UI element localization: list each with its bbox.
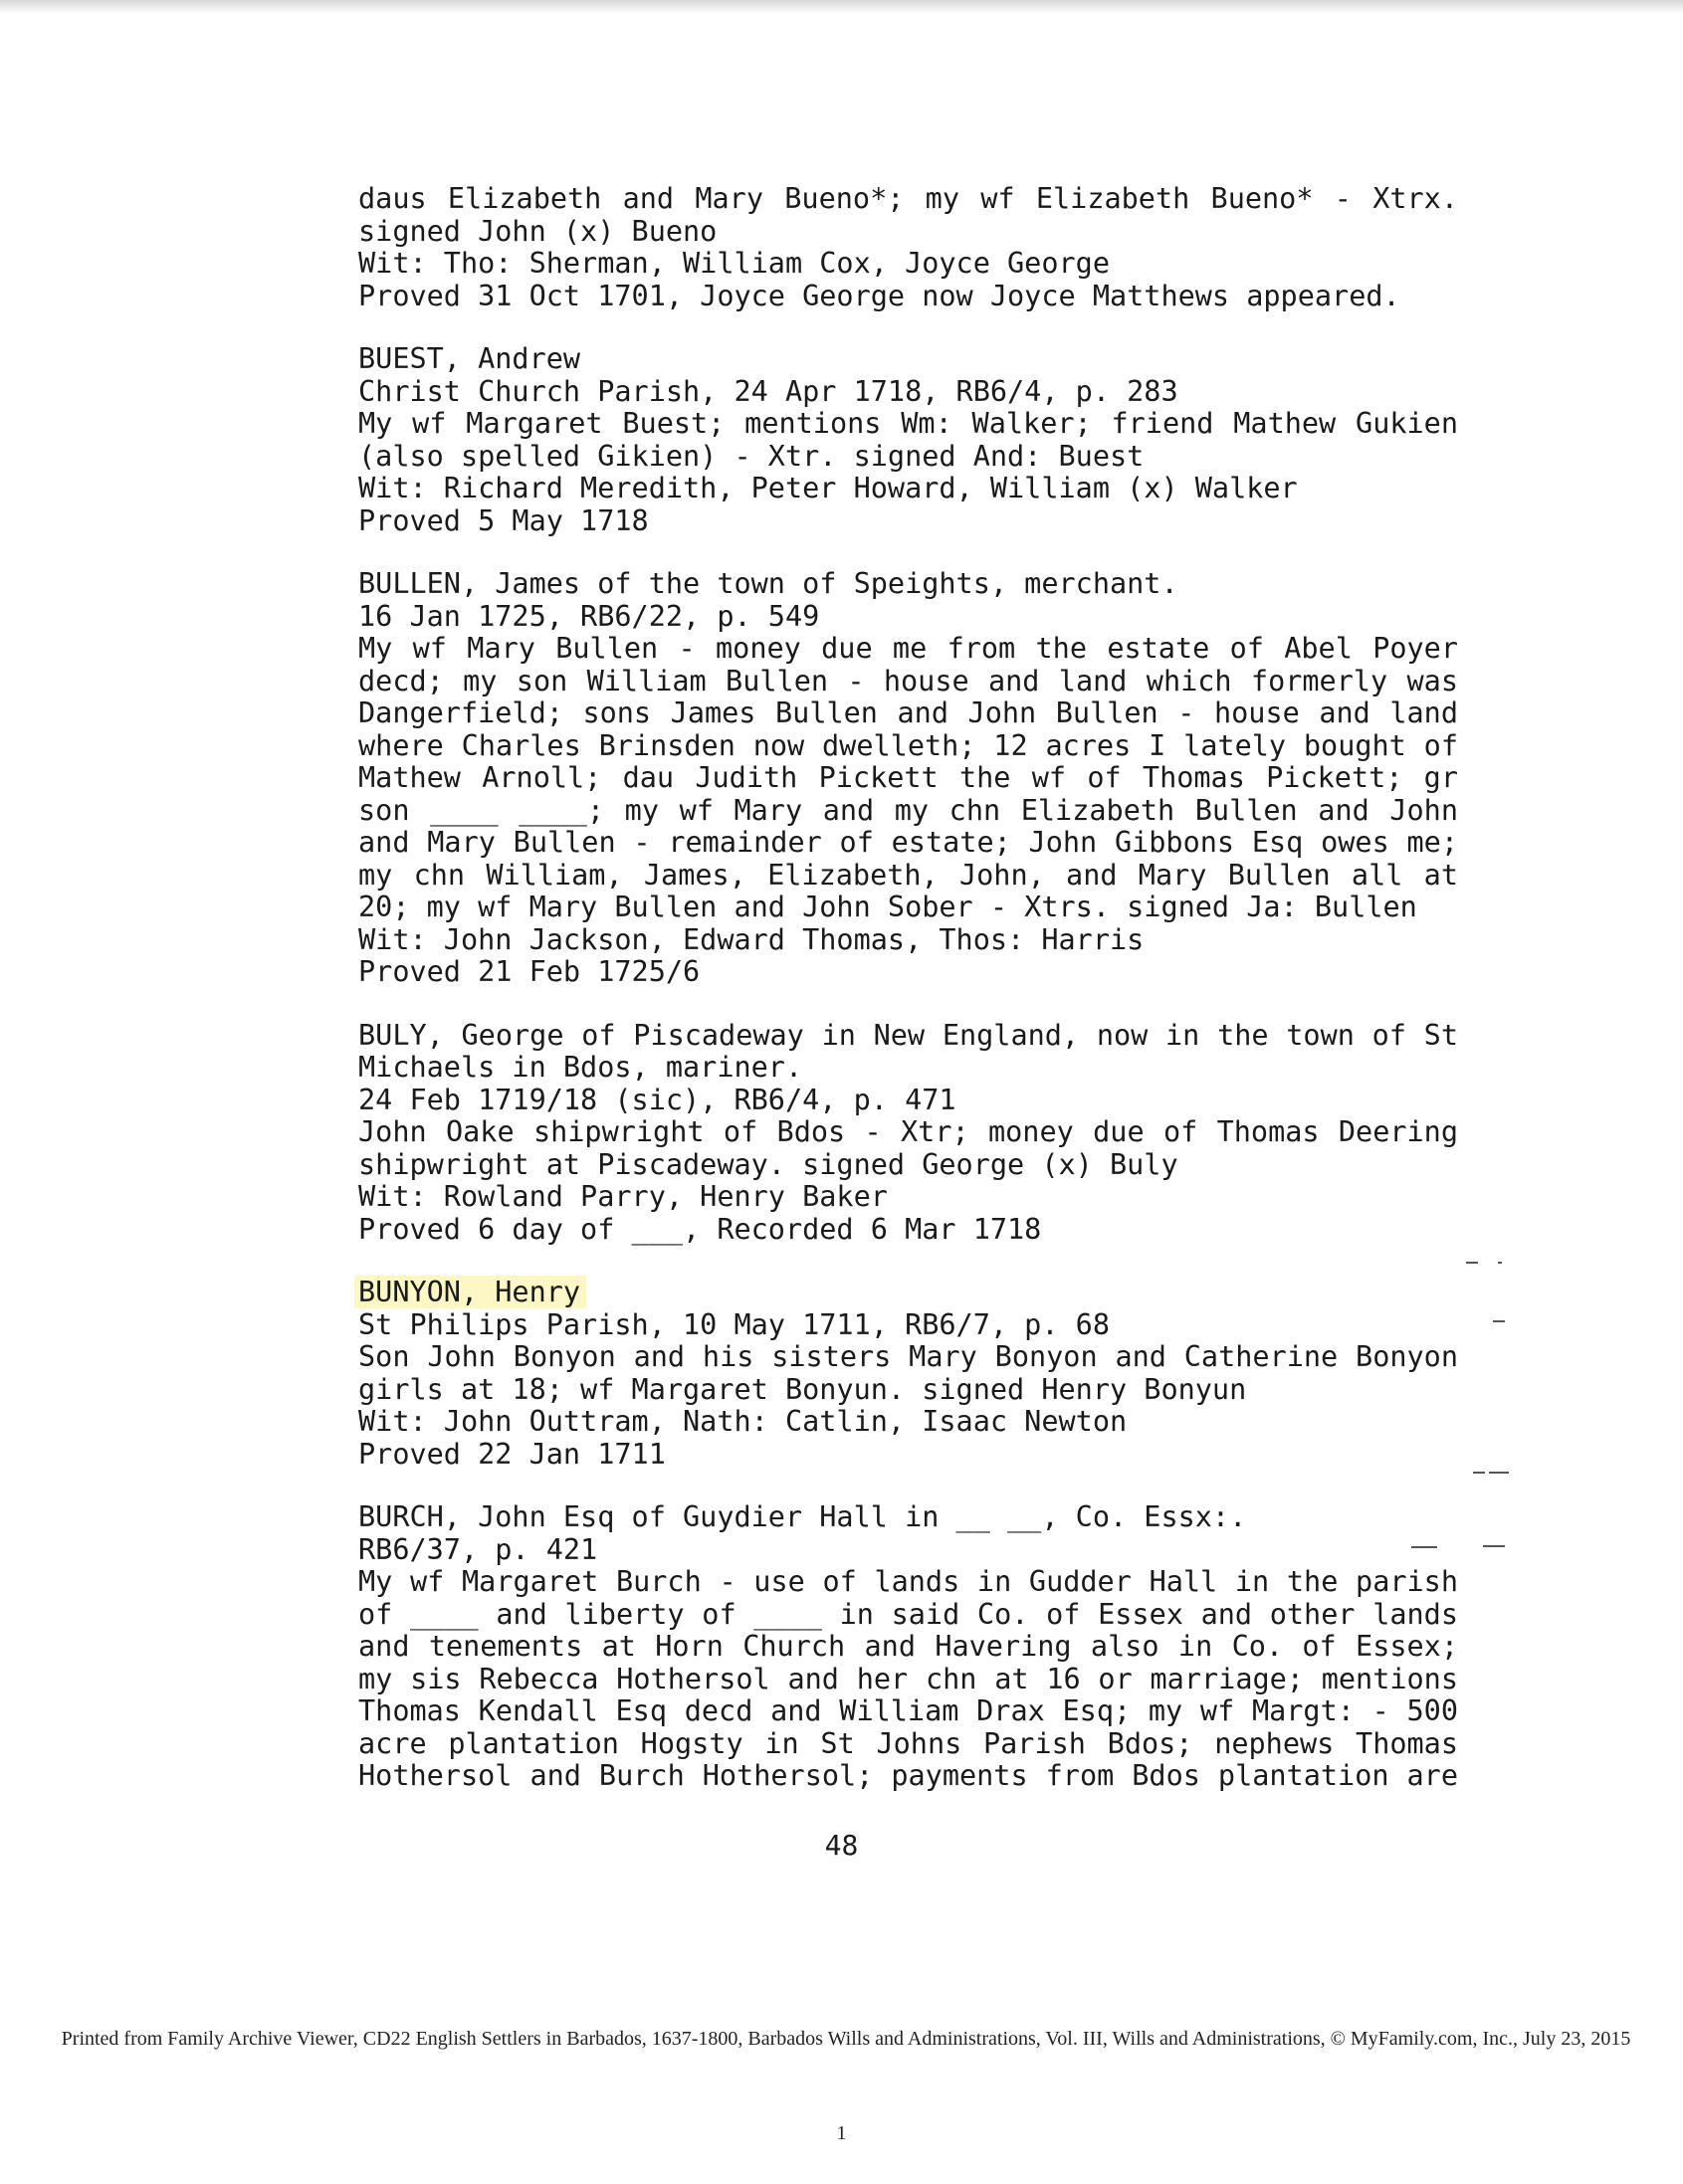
entry-line: son ____ ____; my wf Mary and my chn Elizabeth Bullen and John bbox=[358, 793, 1458, 827]
scan-mark bbox=[1483, 1545, 1505, 1547]
entry-line: where Charles Brinsden now dwelleth; 12 acres I lately bought of bbox=[358, 728, 1458, 762]
entry-heading: BUEST, Andrew bbox=[358, 342, 581, 375]
entry-line: acre plantation Hogsty in St Johns Parish Bdos; nephews Thomas bbox=[358, 1726, 1458, 1760]
scan-mark bbox=[1498, 1262, 1502, 1264]
entry-line: Mathew Arnoll; dau Judith Pickett the wf of Thomas Pickett; gr bbox=[358, 761, 1458, 794]
sheet-number: 1 bbox=[836, 2122, 847, 2144]
scan-mark bbox=[1493, 1320, 1505, 1322]
entry-line: (also spelled Gikien) - Xtr. signed And: Buest bbox=[358, 439, 1145, 473]
entry-line: decd; my son William Bullen - house and land which formerly was bbox=[358, 664, 1458, 697]
entry-line: Dangerfield; sons James Bullen and John Bullen - house and land bbox=[358, 696, 1458, 729]
entry-line: Wit: Tho: Sherman, William Cox, Joyce George bbox=[358, 247, 1110, 280]
will-entry-buly bbox=[358, 1020, 1458, 1247]
entry-line: St Philips Parish, 10 May 1711, RB6/7, p. 68 bbox=[358, 1307, 1110, 1341]
entry-line: Wit: Richard Meredith, Peter Howard, William (x) Walker bbox=[358, 472, 1298, 504]
entry-line: Proved 21 Feb 1725/6 bbox=[358, 955, 701, 988]
entry-line: John Oake shipwright of Bdos - Xtr; money due of Thomas Deering bbox=[358, 1115, 1458, 1148]
document-body bbox=[358, 183, 1458, 1793]
entry-line: of ____ and liberty of ____ in said Co. of Essex and other lands bbox=[358, 1597, 1458, 1631]
entry-line: and tenements at Horn Church and Havering also in Co. of Essex; bbox=[358, 1630, 1458, 1663]
entry-line: Proved 6 day of ___, Recorded 6 Mar 1718 bbox=[358, 1212, 1042, 1246]
entry-line: my sis Rebecca Hothersol and her chn at 16 or marriage; mentions bbox=[358, 1662, 1458, 1695]
entry-heading: BULLEN, James of the town of Speights, merchant. bbox=[358, 567, 1178, 600]
entry-line: My wf Mary Bullen - money due me from the estate of Abel Poyer bbox=[358, 632, 1458, 665]
entry-line: My wf Margaret Burch - use of lands in Gudder Hall in the parish bbox=[358, 1565, 1458, 1598]
entry-line: Wit: John Outtram, Nath: Catlin, Isaac Newton bbox=[358, 1405, 1128, 1438]
print-footer: Printed from Family Archive Viewer, CD22 English Settlers in Barbados, 1637-1800, Barbados Wills and Administrations, Vol. III, Wills and Administrations, © MyFamily.com, Inc., July 23, 2015 bbox=[61, 2028, 1631, 2050]
entry-heading: BURCH, John Esq of Guydier Hall in __ __, Co. Essx:. bbox=[358, 1500, 1247, 1533]
entry-line: and Mary Bullen - remainder of estate; John Gibbons Esq owes me; bbox=[358, 826, 1458, 859]
entry-line: RB6/37, p. 421 bbox=[358, 1532, 598, 1566]
entry-heading-highlighted bbox=[358, 1277, 1458, 1309]
entry-line: Wit: Rowland Parry, Henry Baker bbox=[358, 1180, 888, 1213]
entry-line: my chn William, James, Elizabeth, John, and Mary Bullen all at bbox=[358, 858, 1458, 892]
entry-line: 20; my wf Mary Bullen and John Sober - Xtrs. signed Ja: Bullen bbox=[358, 891, 1417, 923]
entry-line: Hothersol and Burch Hothersol; payments from Bdos plantation are bbox=[358, 1759, 1458, 1792]
page-number: 48 bbox=[824, 1829, 859, 1862]
highlighted-name: BUNYON, Henry bbox=[354, 1276, 586, 1308]
entry-line: Wit: John Jackson, Edward Thomas, Thos: Harris bbox=[358, 922, 1145, 956]
entry-line: Michaels in Bdos, mariner. bbox=[358, 1051, 803, 1084]
entry-line: daus Elizabeth and Mary Bueno*; my wf Elizabeth Bueno* - Xtrx. bbox=[358, 182, 1458, 215]
scan-mark bbox=[1489, 1472, 1509, 1474]
entry-line: Proved 5 May 1718 bbox=[358, 503, 649, 537]
scan-mark bbox=[1466, 1262, 1478, 1264]
scan-top-edge bbox=[0, 0, 1683, 14]
entry-line: signed John (x) Bueno bbox=[358, 214, 718, 248]
entry-line: 24 Feb 1719/18 (sic), RB6/4, p. 471 bbox=[358, 1083, 956, 1116]
will-entry-bueno bbox=[358, 183, 1458, 312]
will-entry-buest bbox=[358, 343, 1458, 537]
entry-line: Son John Bonyon and his sisters Mary Bonyon and Catherine Bonyon bbox=[358, 1340, 1458, 1373]
entry-line: My wf Margaret Buest; mentions Wm: Walker; friend Mathew Gukien bbox=[358, 407, 1458, 440]
entry-line: 16 Jan 1725, RB6/22, p. 549 bbox=[358, 599, 820, 633]
entry-line: shipwright at Piscadeway. signed George (x) Buly bbox=[358, 1147, 1178, 1181]
entry-heading: BULY, George of Piscadeway in New England, now in the town of St bbox=[358, 1018, 1458, 1052]
will-entry-burch bbox=[358, 1501, 1458, 1793]
will-entry-bullen bbox=[358, 568, 1458, 989]
entry-line: Christ Church Parish, 24 Apr 1718, RB6/4, p. 283 bbox=[358, 374, 1178, 408]
will-entry-bunyon bbox=[358, 1277, 1458, 1471]
scan-mark bbox=[1411, 1546, 1437, 1548]
scan-mark bbox=[1473, 1472, 1485, 1474]
entry-line: Proved 22 Jan 1711 bbox=[358, 1437, 666, 1471]
entry-line: Proved 31 Oct 1701, Joyce George now Joyce Matthews appeared. bbox=[358, 279, 1400, 312]
entry-line: girls at 18; wf Margaret Bonyun. signed Henry Bonyun bbox=[358, 1372, 1247, 1406]
entry-line: Thomas Kendall Esq decd and William Drax Esq; my wf Margt: - 500 bbox=[358, 1694, 1458, 1727]
